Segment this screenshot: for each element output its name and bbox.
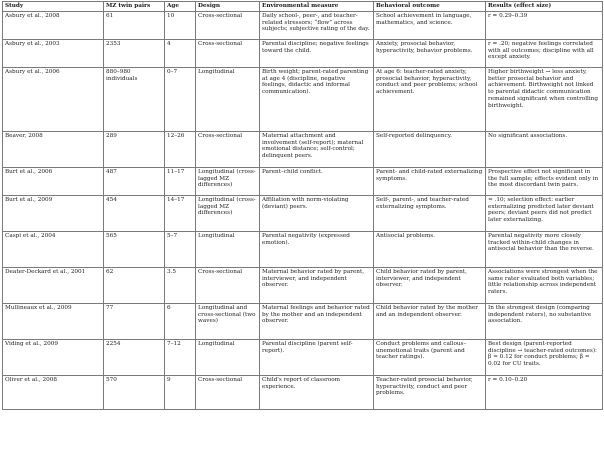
cell-age: 11–17 — [165, 168, 196, 196]
cell-age: 12–26 — [165, 132, 196, 168]
header-results: Results (effect size) — [486, 2, 603, 12]
cell-results: In the strongest design (comparing independent raters), no substantive association. — [486, 304, 603, 340]
cell-environmental-measure: Birth weight; parent-rated parenting at age 4 (discipline, negative feelings, didactic and informal communication). — [260, 68, 374, 132]
cell-design: Longitudinal (cross-lagged MZ differences) — [196, 196, 260, 232]
cell-mz-pairs: 62 — [104, 268, 165, 304]
header-design: Design — [196, 2, 260, 12]
cell-design: Cross-sectional — [196, 376, 260, 410]
cell-mz-pairs: 2353 — [104, 40, 165, 68]
cell-results: Associations were strongest when the same rater evaluated both variables; little relationship across independent raters. — [486, 268, 603, 304]
table-row — [3, 132, 603, 168]
cell-behavioral-outcome: Teacher-rated prosocial behavior, hyperactivity, conduct and peer problems. — [374, 376, 486, 410]
cell-design: Longitudinal — [196, 68, 260, 132]
table-row — [3, 304, 603, 340]
cell-mz-pairs: 77 — [104, 304, 165, 340]
cell-results: No significant associations. — [486, 132, 603, 168]
cell-design: Cross-sectional — [196, 12, 260, 40]
cell-environmental-measure: Maternal attachment and involvement (self-report); maternal emotional distance; self-control; delinquent peers. — [260, 132, 374, 168]
cell-study: Deater-Deckard et al., 2001 — [3, 268, 104, 304]
cell-age: 4 — [165, 40, 196, 68]
cell-design: Cross-sectional — [196, 40, 260, 68]
table-row — [3, 12, 603, 40]
table-row — [3, 40, 603, 68]
cell-age: 3.5 — [165, 268, 196, 304]
header-study: Study — [3, 2, 104, 12]
cell-results: r = .20; negative feelings correlated with all outcomes; discipline with all except anxiety. — [486, 40, 603, 68]
table-row — [3, 68, 603, 132]
cell-mz-pairs: 454 — [104, 196, 165, 232]
cell-design: Longitudinal and cross-sectional (two waves) — [196, 304, 260, 340]
header-mz-twin-pairs: MZ twin pairs — [104, 2, 165, 12]
header-row — [3, 2, 603, 12]
cell-design: Longitudinal — [196, 232, 260, 268]
cell-results: Parental negativity more closely tracked within-child changes in antisocial behavior than the reverse. — [486, 232, 603, 268]
cell-results: r = 0.29–0.39 — [486, 12, 603, 40]
cell-mz-pairs: 289 — [104, 132, 165, 168]
cell-study: Caspi et al., 2004 — [3, 232, 104, 268]
table-row — [3, 340, 603, 376]
cell-environmental-measure: Maternal behavior rated by parent, interviewer, and independent observer. — [260, 268, 374, 304]
cell-behavioral-outcome: Conduct problems and callous–unemotional traits (parent and teacher ratings). — [374, 340, 486, 376]
cell-design: Cross-sectional — [196, 132, 260, 168]
header-environmental-measure: Environmental measure — [260, 2, 374, 12]
cell-environmental-measure: Maternal feelings and behavior rated by the mother and an independent observer. — [260, 304, 374, 340]
cell-behavioral-outcome: Anxiety, prosocial behavior, hyperactivity, behavior problems. — [374, 40, 486, 68]
cell-study: Oliver et al., 2008 — [3, 376, 104, 410]
cell-mz-pairs: 487 — [104, 168, 165, 196]
cell-study: Burt et al., 2006 — [3, 168, 104, 196]
cell-age: 10 — [165, 12, 196, 40]
cell-results: Higher birthweight → less anxiety, better prosocial behavior and achievement. Birthweight not linked to parental didactic communication remained significant when controlling birthweight. — [486, 68, 603, 132]
table-row — [3, 376, 603, 410]
cell-results: ≈ .10; selection effect: earlier externalizing predicted later deviant peers; deviant peers did not predict later externalizing. — [486, 196, 603, 232]
cell-study: Asbury et al., 2008 — [3, 12, 104, 40]
cell-behavioral-outcome: Child behavior rated by parent, interviewer, and independent observer. — [374, 268, 486, 304]
cell-behavioral-outcome: School achievement in language, mathematics, and science. — [374, 12, 486, 40]
table-row — [3, 196, 603, 232]
header-age: Age — [165, 2, 196, 12]
cell-results: r = 0.10–0.20 — [486, 376, 603, 410]
cell-age: 0–7 — [165, 68, 196, 132]
cell-study: Mullineaux et al., 2009 — [3, 304, 104, 340]
cell-results: Best design (parent-reported discipline → teacher-rated outcomes): β ≈ 0.12 for conduct problems; β ≈ 0.02 for CU traits. — [486, 340, 603, 376]
table-row — [3, 168, 603, 196]
cell-study: Burt et al., 2009 — [3, 196, 104, 232]
cell-environmental-measure: Affiliation with norm-violating (deviant) peers. — [260, 196, 374, 232]
cell-study: Beaver, 2008 — [3, 132, 104, 168]
table-row — [3, 268, 603, 304]
cell-mz-pairs: 565 — [104, 232, 165, 268]
cell-results: Prospective effect not significant in the full sample; effects evident only in the most discordant twin pairs. — [486, 168, 603, 196]
cell-environmental-measure: Parental discipline (parent self-report). — [260, 340, 374, 376]
cell-design: Cross-sectional — [196, 268, 260, 304]
header-behavioral-outcome: Behavioral outcome — [374, 2, 486, 12]
cell-age: 14–17 — [165, 196, 196, 232]
cell-age: 5–7 — [165, 232, 196, 268]
cell-environmental-measure: Parental negativity (expressed emotion). — [260, 232, 374, 268]
studies-table — [2, 1, 603, 410]
cell-environmental-measure: Child's report of classroom experience. — [260, 376, 374, 410]
cell-behavioral-outcome: Self-, parent-, and teacher-rated externalizing symptoms. — [374, 196, 486, 232]
cell-study: Asbury et al., 2003 — [3, 40, 104, 68]
cell-behavioral-outcome: Antisocial problems. — [374, 232, 486, 268]
cell-age: 6 — [165, 304, 196, 340]
cell-behavioral-outcome: Child behavior rated by the mother and an independent observer. — [374, 304, 486, 340]
cell-mz-pairs: 2254 — [104, 340, 165, 376]
cell-study: Viding et al., 2009 — [3, 340, 104, 376]
cell-environmental-measure: Parental discipline; negative feelings toward the child. — [260, 40, 374, 68]
cell-design: Longitudinal — [196, 340, 260, 376]
cell-age: 9 — [165, 376, 196, 410]
cell-environmental-measure: Parent–child conflict. — [260, 168, 374, 196]
cell-mz-pairs: 61 — [104, 12, 165, 40]
cell-environmental-measure: Daily school-, peer-, and teacher-related stressors; “flow” across subjects; subjective rating of the day. — [260, 12, 374, 40]
cell-behavioral-outcome: Self-reported delinquency. — [374, 132, 486, 168]
cell-age: 7–12 — [165, 340, 196, 376]
cell-mz-pairs: 570 — [104, 376, 165, 410]
table-row — [3, 232, 603, 268]
cell-mz-pairs: 880–980 individuals — [104, 68, 165, 132]
cell-design: Longitudinal (cross-lagged MZ differences) — [196, 168, 260, 196]
cell-behavioral-outcome: At age 6: teacher-rated anxiety, prosocial behavior, hyperactivity, conduct and peer problems; school achievement. — [374, 68, 486, 132]
cell-study: Asbury et al., 2006 — [3, 68, 104, 132]
page — [0, 1, 604, 470]
cell-behavioral-outcome: Parent- and child-rated externalizing symptoms. — [374, 168, 486, 196]
